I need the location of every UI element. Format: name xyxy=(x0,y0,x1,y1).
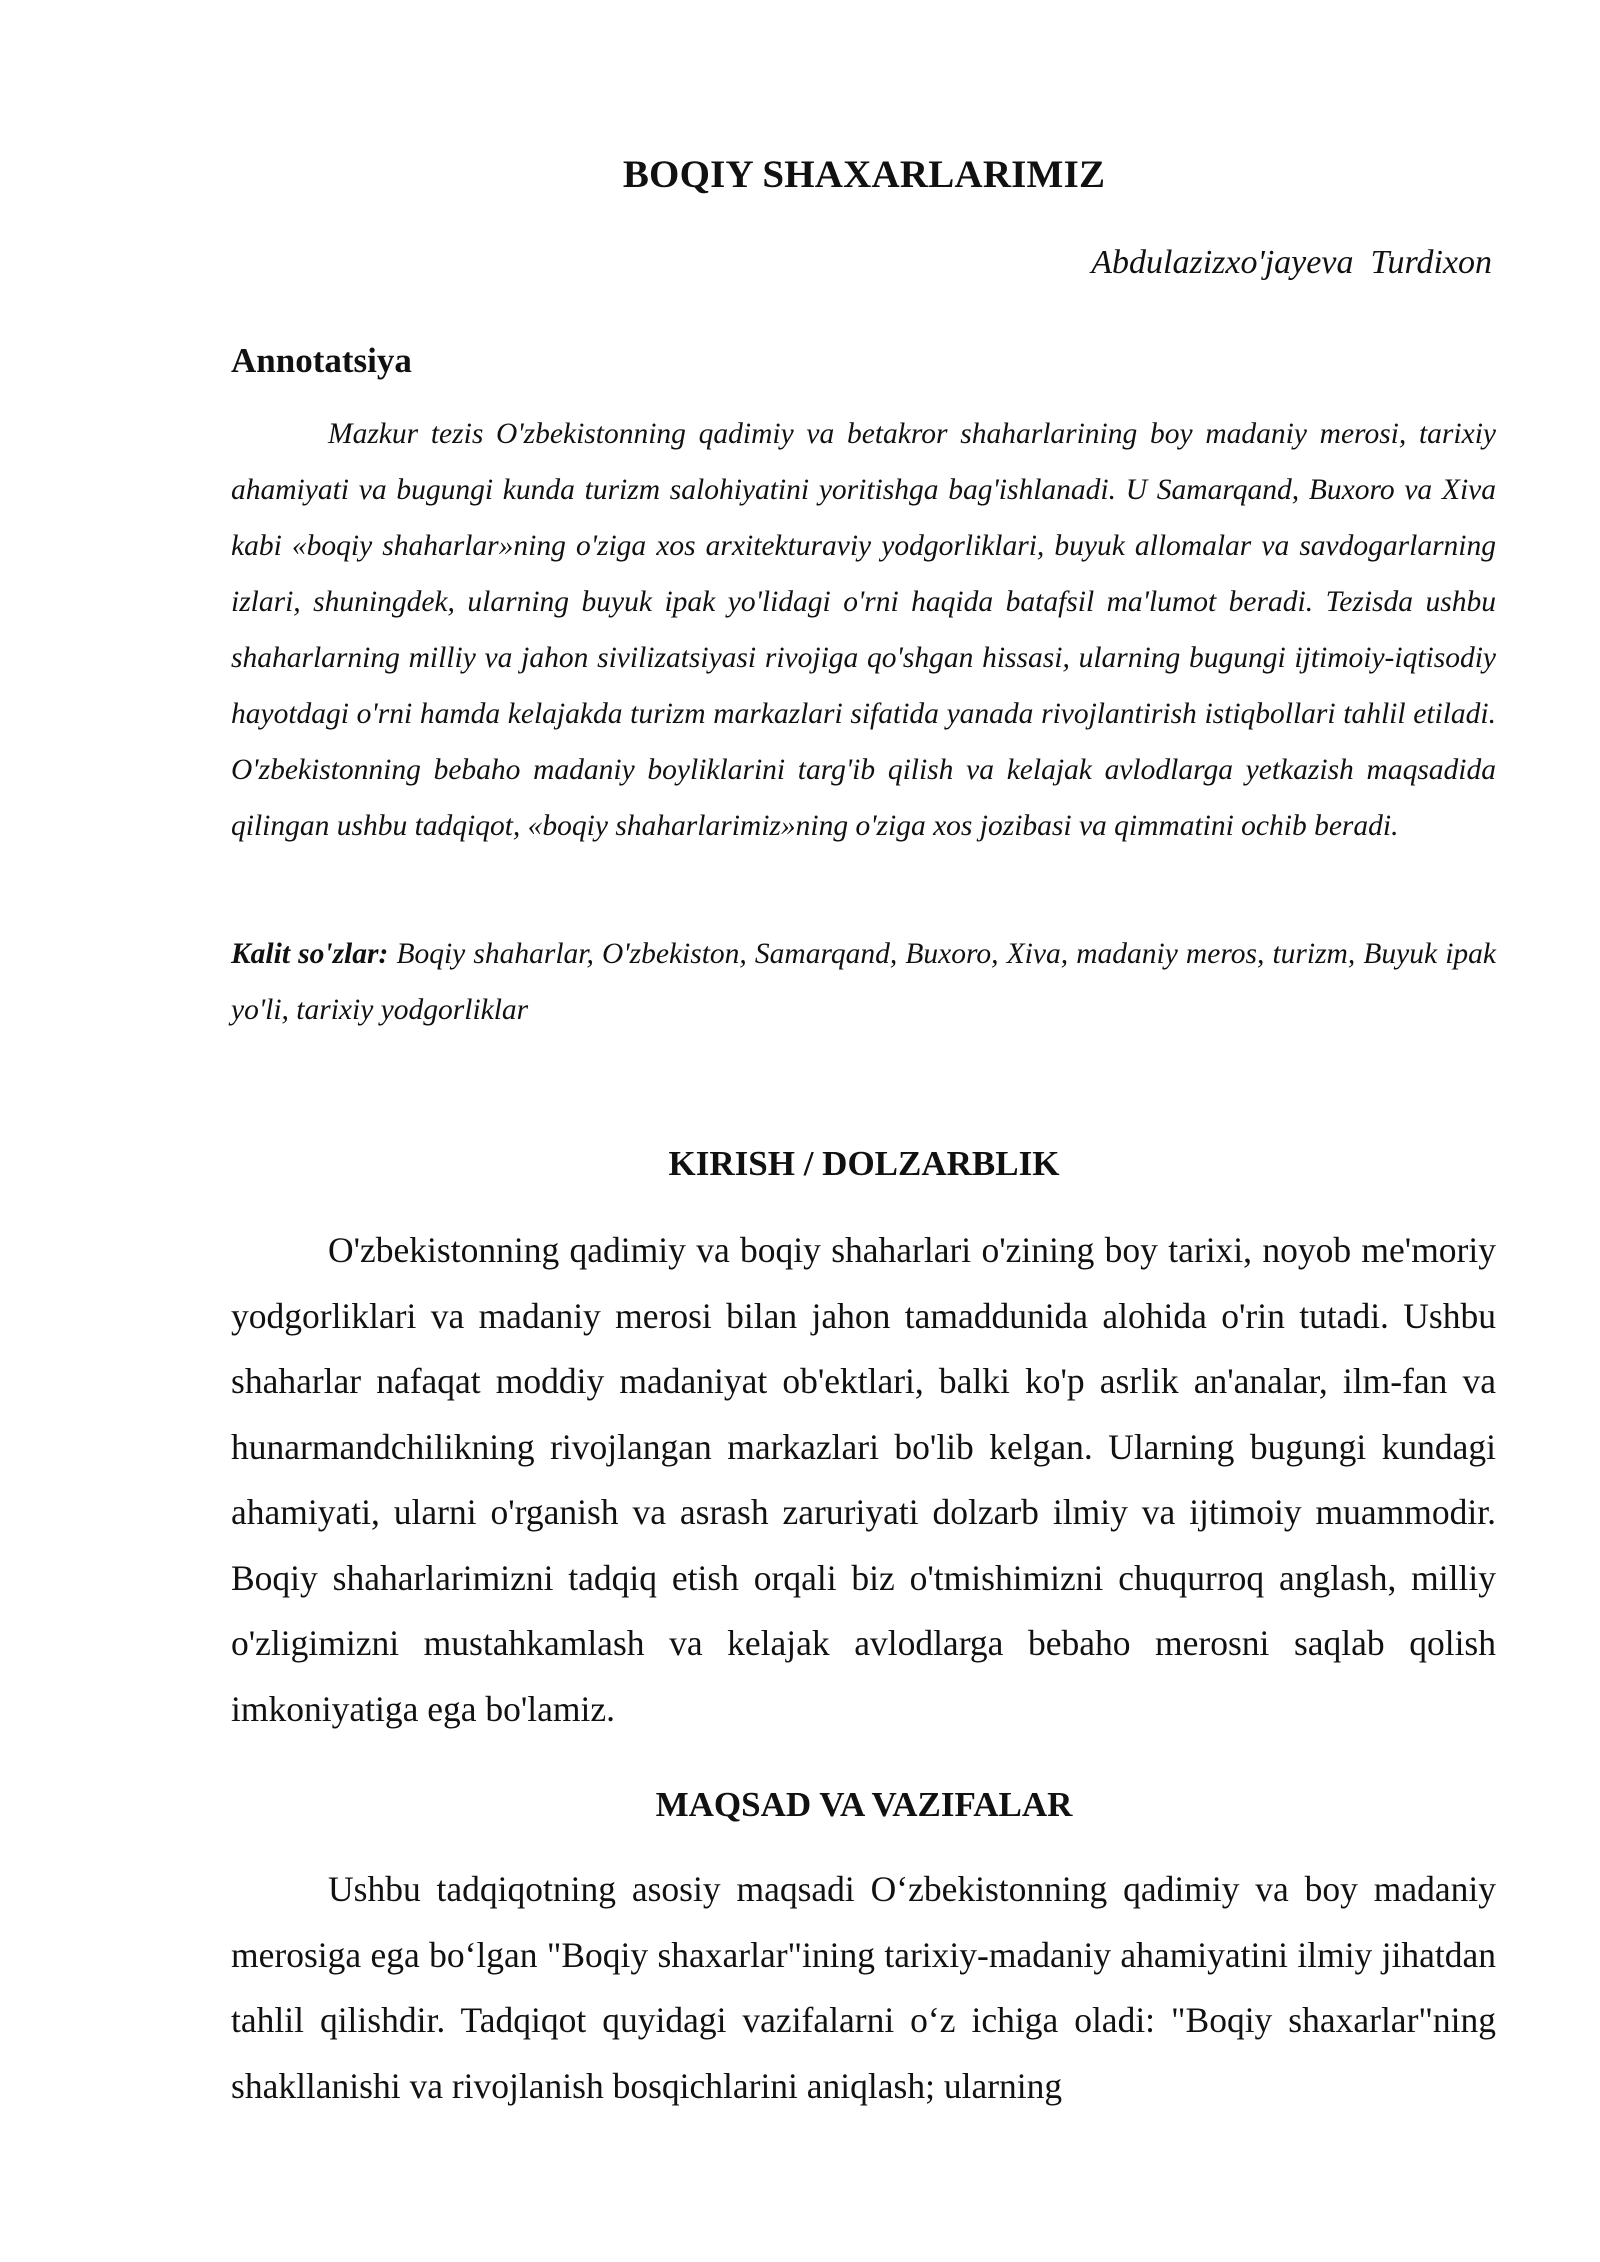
document-title: BOQIY SHAXARLARIMIZ xyxy=(622,153,1106,196)
keywords-list: Boqiy shaharlar, O'zbekiston, Samarqand, Buxoro, Xiva, madaniy meros, turizm, Buyuk ipak yo'li, tarixiy yodgorliklar xyxy=(231,938,1496,1026)
keywords-label: Kalit so'zlar: xyxy=(231,938,389,970)
section-heading-maqsad: MAQSAD VA VAZIFALAR xyxy=(655,1785,1073,1824)
annotation-text: Mazkur tezis O'zbekistonning qadimiy va betakror shaharlarining boy madaniy merosi, tarixiy ahamiyati va bugungi kunda turizm salohiyatini yoritishga bag'ishlanadi. U Samarqand, Buxoro va Xiva kabi «boqiy shaharlar»ning o'ziga xos arxitekturaviy yodgorliklari, buyuk allomalar va savdogarlarning izlari, shuningdek, ularning buyuk ipak yo'lidagi o'rni haqida batafsil ma'lumot beradi. Tezisda ushbu shaharlarning milliy va jahon sivilizatsiyasi rivojiga qo'shgan hissasi, ularning bugungi ijtimoiy-iqtisodiy hayotdagi o'rni hamda kelajakda turizm markazlari sifatida yanada rivojlantirish istiqbollari tahlil etiladi. O'zbekistonning bebaho madaniy boyliklarini targ'ib qilish va kelajak avlodlarga yetkazish maqsadida qilingan ushbu tadqiqot, «boqiy shaharlarimiz»ning o'ziga xos jozibasi va qimmatini ochib beradi. xyxy=(231,418,1496,842)
author-name: Abdulazizxo'jayeva Turdixon xyxy=(1091,244,1492,281)
section-heading-kirish: KIRISH / DOLZARBLIK xyxy=(668,1144,1060,1183)
section-text-kirish: O'zbekistonning qadimiy va boqiy shaharlari o'zining boy tarixi, noyob me'moriy yodgorliklari va madaniy merosi bilan jahon tamaddunida alohida o'rin tutadi. Ushbu shaharlar nafaqat moddiy madaniyat ob'ektlari, balki ko'p asrlik an'analar, ilm-fan va hunarmandchilikning rivojlangan markazlari bo'lib kelgan. Ularning bugungi kundagi ahamiyati, ularni o'rganish va asrash zaruriyati dolzarb ilmiy va ijtimoiy muammodir. Boqiy shaharlarimizni tadqiq etish orqali biz o'tmishimizni chuqurroq anglash, milliy o'zligimizni mustahkamlash va kelajak avlodlarga bebaho merosni saqlab qolish imkoniyatiga ega bo'lamiz. xyxy=(231,1230,1496,1729)
keywords-paragraph xyxy=(231,926,1496,1038)
section-text-maqsad: Ushbu tadqiqotning asosiy maqsadi O‘zbekistonning qadimiy va boy madaniy merosiga ega bo‘lgan "Boqiy shaxarlar"ining tarixiy-madaniy ahamiyatini ilmiy jihatdan tahlil qilishdir. Tadqiqot quyidagi vazifalarni o‘z ichiga oladi: "Boqiy shaxarlar"ning shakllanishi va rivojlanish bosqichlarini aniqlash; ularning xyxy=(231,1869,1496,2106)
annotation-heading: Annotatsiya xyxy=(231,341,412,380)
